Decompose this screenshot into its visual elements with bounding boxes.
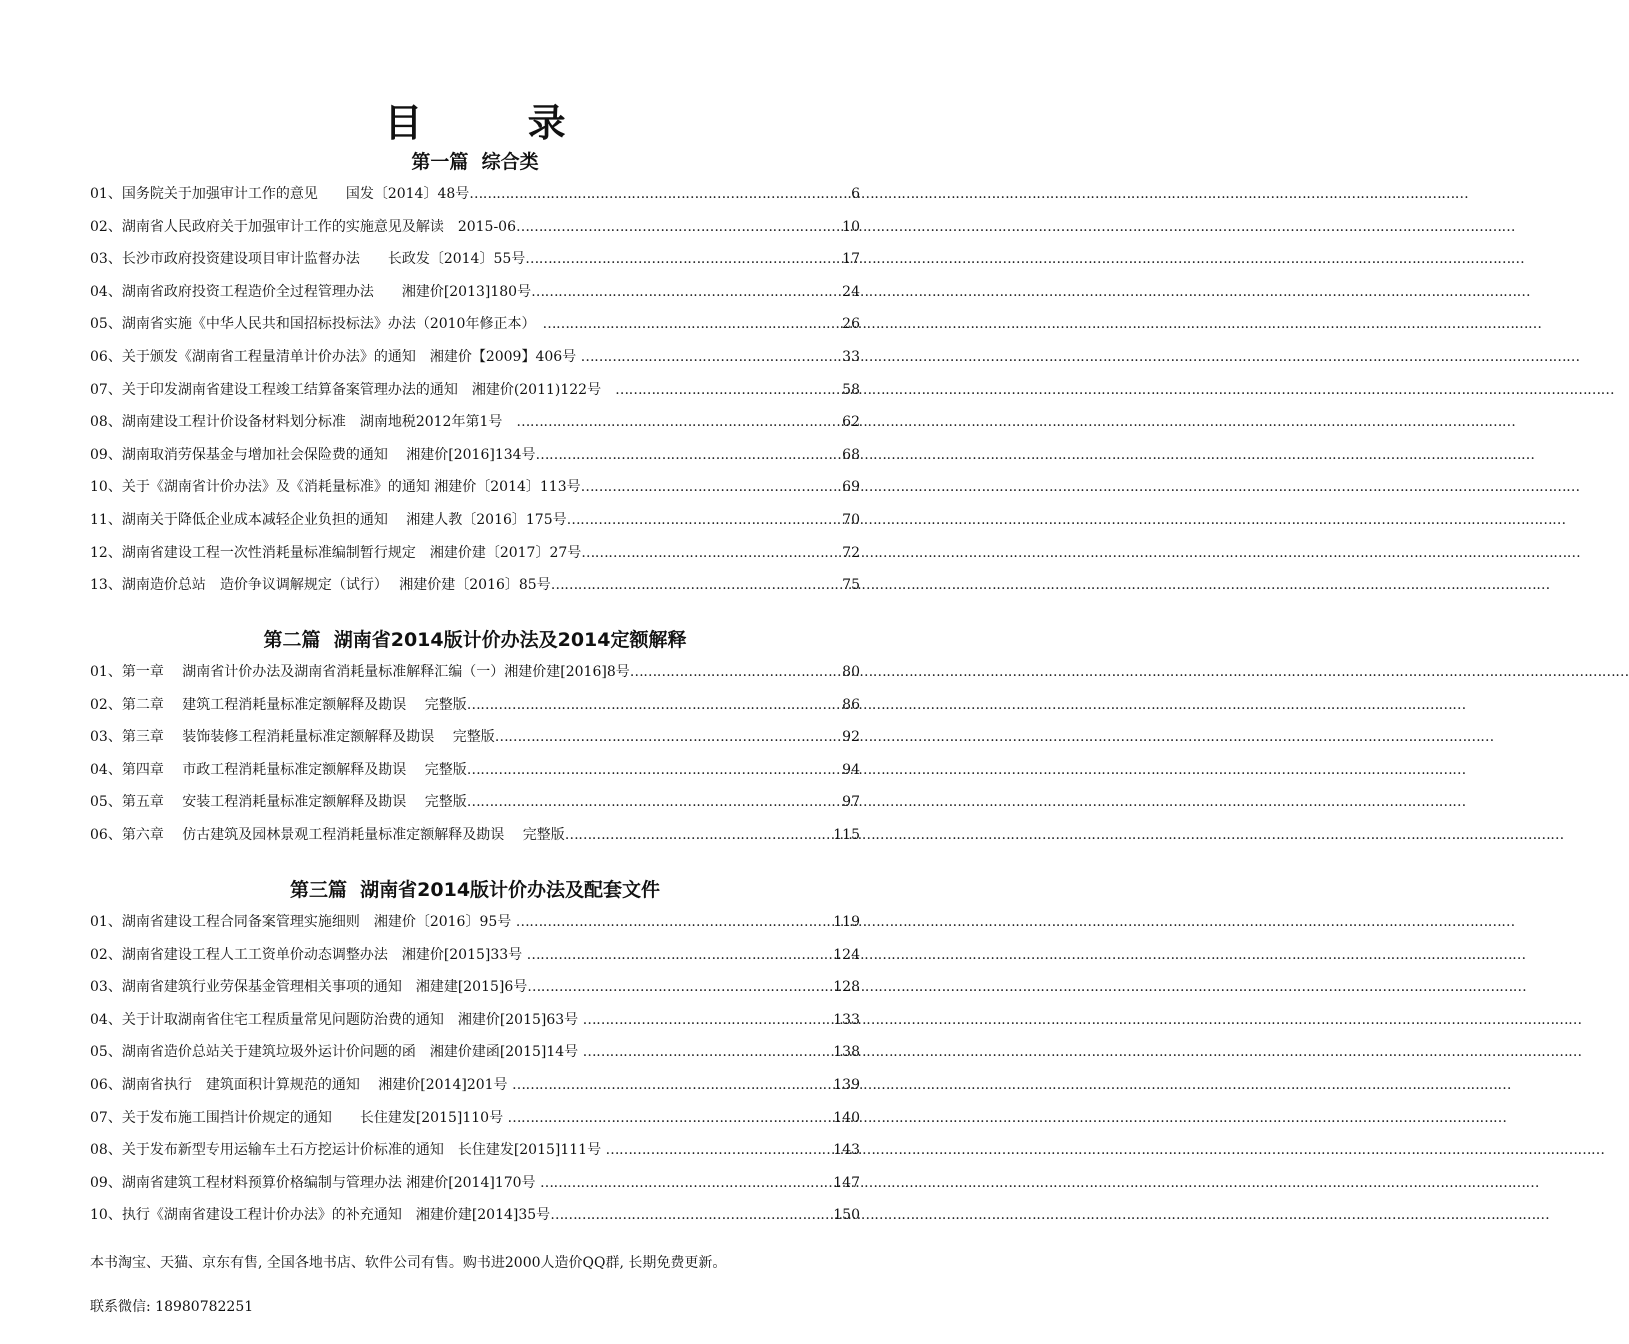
toc-entry-page: 150 xyxy=(833,1207,860,1224)
toc-entry-page: 58 xyxy=(842,381,860,398)
toc-leader-dots xyxy=(581,349,843,365)
section-heading-1: 第一篇 综合类 xyxy=(411,151,539,173)
toc-leader-dots xyxy=(469,186,851,202)
toc-list-2 xyxy=(90,661,860,857)
toc-leader-dots xyxy=(525,251,842,267)
toc-leader-dots xyxy=(550,1207,833,1223)
toc-entry-page: 6 xyxy=(851,186,860,202)
toc-leader-dots xyxy=(583,1012,834,1028)
toc-leader-dots xyxy=(540,1175,833,1191)
toc-entry[interactable] xyxy=(90,444,860,477)
toc-leader-dots xyxy=(630,664,842,680)
toc-entry[interactable] xyxy=(90,759,860,792)
toc-entry-page: 133 xyxy=(833,1011,860,1028)
toc-entry-title: 08、关于发布新型专用运输车土石方挖运计价标准的通知 长住建发[2015]111号 xyxy=(90,1142,606,1159)
toc-entry-title: 05、湖南省造价总站关于建筑垃圾外运计价问题的函 湘建价建函[2015]14号 xyxy=(90,1044,583,1061)
toc-entry[interactable] xyxy=(90,1107,860,1140)
toc-entry-title: 10、关于《湖南省计价办法》及《消耗量标准》的通知 湘建价〔2014〕113号 xyxy=(90,479,581,496)
toc-entry-title: 13、湖南造价总站 造价争议调解规定（试行） 湘建价建〔2016〕85号 xyxy=(90,577,551,594)
toc-leader-dots xyxy=(467,762,842,778)
toc-entry-title: 03、长沙市政府投资建设项目审计监督办法 长政发〔2014〕55号 xyxy=(90,251,526,268)
toc-entry-page: 140 xyxy=(833,1109,860,1126)
toc-entry-page: 115 xyxy=(833,826,860,843)
toc-entry-page: 92 xyxy=(842,729,860,746)
toc-entry-title: 05、第五章 安装工程消耗量标准定额解释及勘误 完整版 xyxy=(90,794,467,811)
toc-entry-title: 10、执行《湖南省建设工程计价办法》的补充通知 湘建价建[2014]35号 xyxy=(90,1207,551,1224)
toc-entry-page: 138 xyxy=(833,1044,860,1061)
toc-entry-page: 70 xyxy=(837,511,860,528)
toc-entry-page: 139 xyxy=(833,1076,860,1093)
toc-entry[interactable] xyxy=(90,313,860,346)
toc-entry-title: 04、关于计取湖南省住宅工程质量常见问题防治费的通知 湘建价[2015]63号 xyxy=(90,1011,583,1028)
toc-leader-dots xyxy=(495,729,842,745)
toc-leader-dots xyxy=(551,577,842,593)
toc-entry[interactable] xyxy=(90,824,860,857)
toc-entry-title: 01、国务院关于加强审计工作的意见 国发〔2014〕48号 xyxy=(90,186,470,202)
toc-entry-title: 03、第三章 装饰装修工程消耗量标准定额解释及勘误 完整版 xyxy=(90,729,495,746)
toc-entry-title: 11、湖南关于降低企业成本减轻企业负担的通知 湘建人教〔2016〕175号 xyxy=(90,511,567,528)
toc-leader-dots xyxy=(508,1110,834,1126)
toc-entry[interactable] xyxy=(90,1041,860,1074)
toc-entry[interactable] xyxy=(90,281,860,314)
toc-entry-page: 128 xyxy=(833,979,860,996)
toc-entry[interactable] xyxy=(90,216,860,249)
toc-entry-page: 68 xyxy=(842,446,860,463)
toc-leader-dots xyxy=(542,316,842,332)
toc-list-3 xyxy=(90,911,860,1237)
toc-entry-title: 07、关于发布施工围挡计价规定的通知 长住建发[2015]110号 xyxy=(90,1109,508,1126)
toc-leader-dots xyxy=(581,545,842,561)
toc-entry-title: 05、湖南省实施《中华人民共和国招标投标法》办法（2010年修正本） xyxy=(90,316,543,333)
toc-entry-page: 33 xyxy=(842,348,860,365)
toc-leader-dots xyxy=(615,382,842,398)
toc-leader-dots xyxy=(536,447,843,463)
toc-leader-dots xyxy=(527,947,834,963)
toc-entry-title: 09、湖南取消劳保基金与增加社会保险费的通知 湘建价[2016]134号 xyxy=(90,446,536,463)
toc-entry-page: 124 xyxy=(833,946,860,963)
toc-entry-page: 119 xyxy=(833,914,860,930)
toc-leader-dots xyxy=(583,1044,834,1060)
toc-entry-page: 10 xyxy=(842,218,860,235)
toc-entry-title: 04、第四章 市政工程消耗量标准定额解释及勘误 完整版 xyxy=(90,761,467,778)
toc-entry-title: 09、湖南省建筑工程材料预算价格编制与管理办法 湘建价[2014]170号 xyxy=(90,1174,540,1191)
toc-leader-dots xyxy=(531,284,842,300)
toc-entry-title: 04、湖南省政府投资工程造价全过程管理办法 湘建价[2013]180号 xyxy=(90,283,532,300)
toc-entry[interactable] xyxy=(90,183,860,216)
toc-entry[interactable] xyxy=(90,944,860,977)
toc-entry-page: 72 xyxy=(842,544,860,561)
toc-entry-page: 94 xyxy=(842,761,860,778)
toc-leader-dots xyxy=(567,512,838,528)
toc-entry-title: 01、湖南省建设工程合同备案管理实施细则 湘建价〔2016〕95号 xyxy=(90,914,516,930)
toc-entry[interactable] xyxy=(90,379,860,412)
toc-entry[interactable] xyxy=(90,346,860,379)
toc-entry[interactable] xyxy=(90,726,860,759)
toc-entry-page: 80 xyxy=(842,664,860,680)
toc-leader-dots xyxy=(516,219,842,235)
toc-entry-title: 08、湖南建设工程计价设备材料划分标准 湖南地税2012年第1号 xyxy=(90,414,517,431)
toc-entry-title: 02、湖南省建设工程人工工资单价动态调整办法 湘建价[2015]33号 xyxy=(90,946,527,963)
toc-entry-page: 62 xyxy=(842,414,860,431)
toc-entry[interactable] xyxy=(90,791,860,824)
toc-entry-title: 06、第六章 仿古建筑及园林景观工程消耗量标准定额解释及勘误 完整版 xyxy=(90,826,565,843)
toc-entry-page: 147 xyxy=(833,1174,860,1191)
toc-entry-page: 69 xyxy=(842,479,860,496)
toc-entry[interactable] xyxy=(90,1074,860,1107)
purchase-notice: 本书淘宝、天猫、京东有售, 全国各地书店、软件公司有售。购书进2000人造价QQ群, 长期免费更新。 xyxy=(90,1255,727,1271)
toc-entry[interactable] xyxy=(90,574,860,607)
toc-entry-title: 07、关于印发湖南省建设工程竣工结算备案管理办法的通知 湘建价(2011)122号 xyxy=(90,381,616,398)
toc-entry[interactable] xyxy=(90,248,860,281)
toc-entry[interactable] xyxy=(90,476,860,509)
toc-entry[interactable] xyxy=(90,1204,860,1237)
toc-entry-page: 26 xyxy=(842,316,860,333)
toc-entry-title: 02、湖南省人民政府关于加强审计工作的实施意见及解读 2015-06 xyxy=(90,218,516,235)
toc-entry[interactable] xyxy=(90,694,860,727)
toc-entry[interactable] xyxy=(90,1139,860,1172)
toc-entry-title: 03、湖南省建筑行业劳保基金管理相关事项的通知 湘建建[2015]6号 xyxy=(90,979,528,996)
toc-list-1 xyxy=(90,183,860,607)
toc-leader-dots xyxy=(581,479,843,495)
toc-entry-page: 86 xyxy=(842,696,860,713)
toc-entry[interactable] xyxy=(90,1009,860,1042)
toc-entry-title: 12、湖南省建设工程一次性消耗量标准编制暂行规定 湘建价建〔2017〕27号 xyxy=(90,544,582,561)
toc-entry[interactable] xyxy=(90,542,860,575)
contact-info: 联系微信: 18980782251 xyxy=(90,1299,254,1315)
section-heading-3: 第三篇 湖南省2014版计价办法及配套文件 xyxy=(289,879,661,901)
toc-entry-page: 75 xyxy=(842,577,860,594)
toc-leader-dots xyxy=(512,1077,833,1093)
toc-entry-page: 24 xyxy=(842,283,860,300)
toc-leader-dots xyxy=(516,414,842,430)
toc-entry-page: 143 xyxy=(833,1142,860,1159)
toc-entry[interactable] xyxy=(90,411,860,444)
toc-entry-title: 06、关于颁发《湖南省工程量清单计价办法》的通知 湘建价【2009】406号 xyxy=(90,348,581,365)
toc-entry-page: 97 xyxy=(842,794,860,811)
toc-leader-dots xyxy=(516,914,834,930)
toc-entry[interactable] xyxy=(90,976,860,1009)
toc-entry-title: 01、第一章 湖南省计价办法及湖南省消耗量标准解释汇编（一）湘建价建[2016]8号 xyxy=(90,664,630,680)
page-title: 目 录 xyxy=(384,101,612,145)
toc-leader-dots xyxy=(606,1142,834,1158)
toc-leader-dots xyxy=(527,979,833,995)
toc-entry[interactable] xyxy=(90,1172,860,1205)
toc-entry-title: 02、第二章 建筑工程消耗量标准定额解释及勘误 完整版 xyxy=(90,696,467,713)
toc-leader-dots xyxy=(565,827,834,843)
toc-leader-dots xyxy=(467,794,842,810)
toc-entry[interactable] xyxy=(90,911,860,944)
toc-entry[interactable] xyxy=(90,509,860,542)
toc-entry-page: 17 xyxy=(842,251,860,268)
section-heading-2: 第二篇 湖南省2014版计价办法及2014定额解释 xyxy=(263,629,687,651)
toc-leader-dots xyxy=(467,697,842,713)
toc-entry[interactable] xyxy=(90,661,860,694)
toc-entry-title: 06、湖南省执行 建筑面积计算规范的通知 湘建价[2014]201号 xyxy=(90,1076,512,1093)
